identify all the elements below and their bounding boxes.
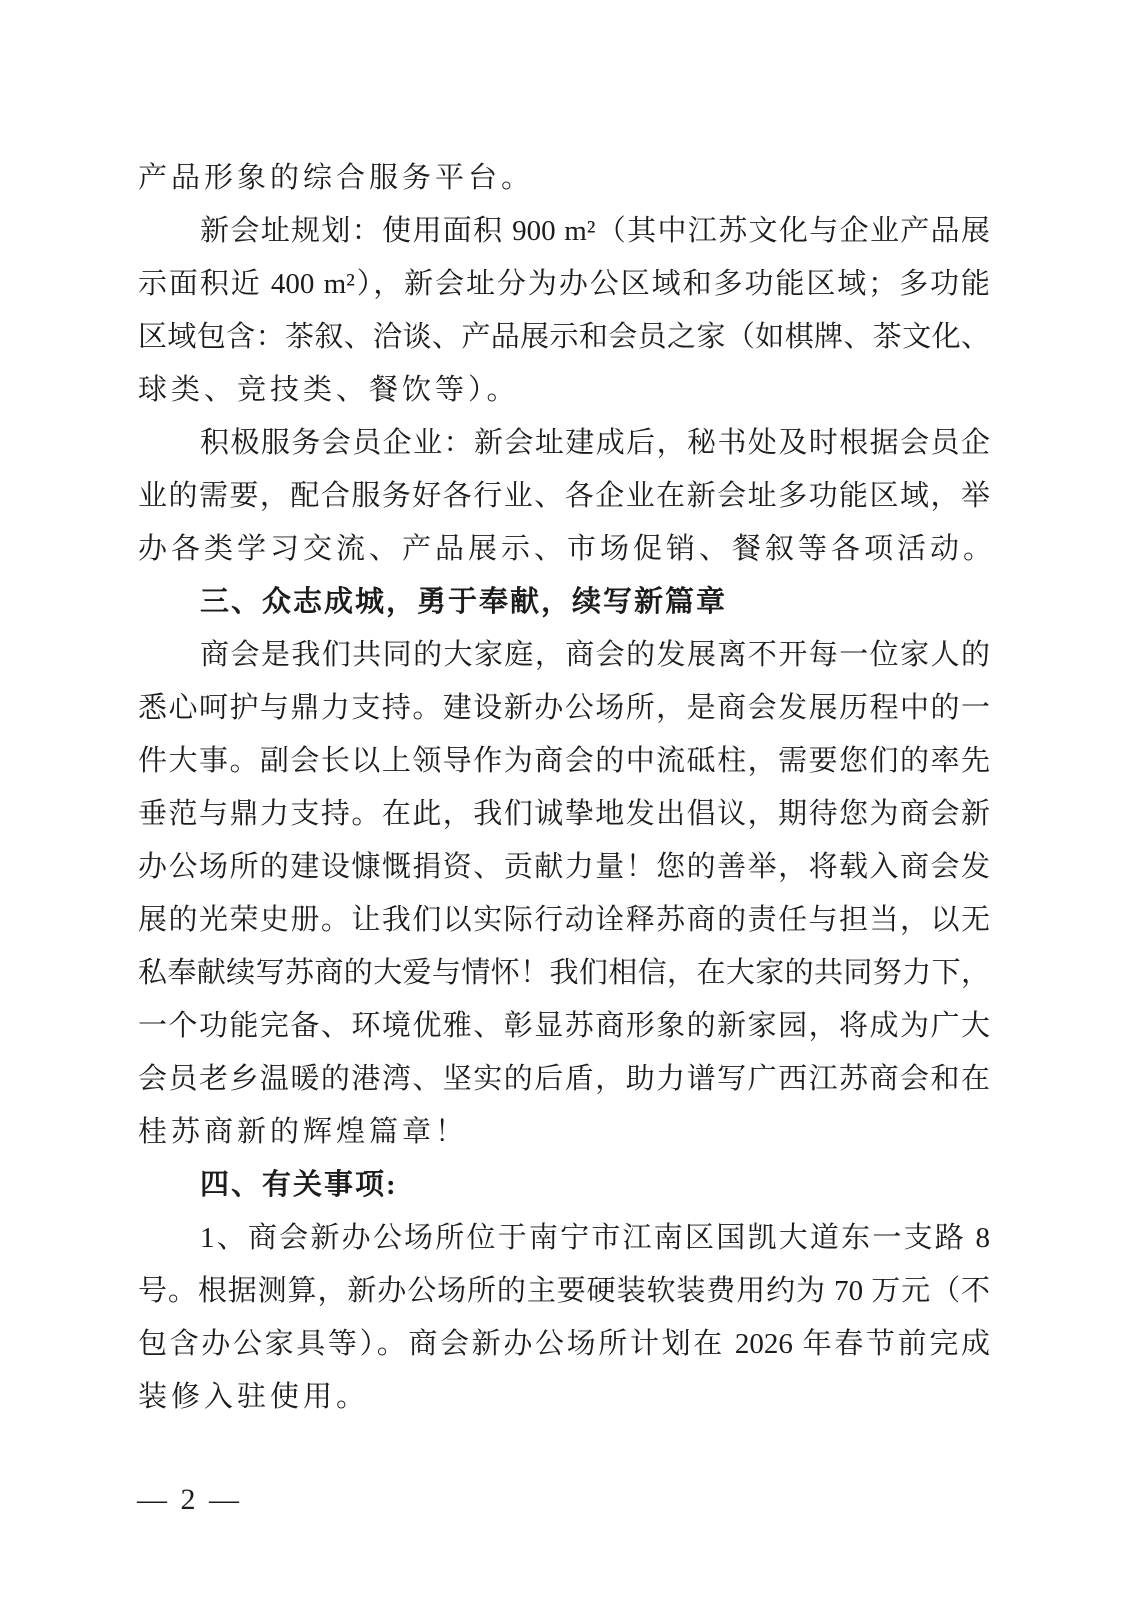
text-line: 桂苏商新的辉煌篇章！ <box>138 1116 469 1148</box>
text-line: 1、商会新办公场所位于南宁市江南区国凯大道东一支路 8 <box>200 1222 990 1254</box>
section-heading: 三、众志成城，勇于奉献，续写新篇章 <box>200 586 728 618</box>
text-line: 新会址规划：使用面积 900 m²（其中江苏文化与企业产品展 <box>200 215 990 247</box>
text-line: 悉心呵护与鼎力支持。建设新办公场所，是商会发展历程中的一 <box>138 692 990 724</box>
text-line: 号。根据测算，新办公场所的主要硬装软装费用约为 70 万元（不 <box>138 1275 990 1307</box>
document-body <box>138 152 997 1424</box>
text-line: 示面积近 400 m²），新会址分为办公区域和多功能区域；多功能 <box>138 268 990 300</box>
text-line: 会员老乡温暖的港湾、坚实的后盾，助力谱写广西江苏商会和在 <box>138 1063 990 1095</box>
text-line: 办各类学习交流、产品展示、市场促销、餐叙等各项活动。 <box>138 533 997 565</box>
text-line: 包含办公家具等）。商会新办公场所计划在 2026 年春节前完成 <box>138 1328 990 1360</box>
section-heading: 四、有关事项: <box>200 1169 398 1201</box>
text-line: 办公场所的建设慷慨捐资、贡献力量！您的善举，将载入商会发 <box>138 851 990 883</box>
text-line: 垂范与鼎力支持。在此，我们诚挚地发出倡议，期待您为商会新 <box>138 798 990 830</box>
text-line: 区域包含：茶叙、洽谈、产品展示和会员之家（如棋牌、茶文化、 <box>138 321 990 353</box>
text-line: 产品形象的综合服务平台。 <box>138 162 535 194</box>
text-line: 球类、竞技类、餐饮等）。 <box>138 374 520 406</box>
page-number: — 2 — <box>137 1483 242 1516</box>
text-line: 装修入驻使用。 <box>138 1381 370 1413</box>
text-line: 私奉献续写苏商的大爱与情怀！我们相信，在大家的共同努力下， <box>138 957 990 989</box>
text-line: 商会是我们共同的大家庭，商会的发展离不开每一位家人的 <box>200 639 990 671</box>
text-line: 件大事。副会长以上领导作为商会的中流砥柱，需要您们的率先 <box>138 745 990 777</box>
text-line: 一个功能完备、环境优雅、彰显苏商形象的新家园，将成为广大 <box>138 1010 990 1042</box>
text-line: 展的光荣史册。让我们以实际行动诠释苏商的责任与担当，以无 <box>138 904 990 936</box>
text-line: 积极服务会员企业：新会址建成后，秘书处及时根据会员企 <box>200 427 990 459</box>
text-line: 业的需要，配合服务好各行业、各企业在新会址多功能区域，举 <box>138 480 990 512</box>
